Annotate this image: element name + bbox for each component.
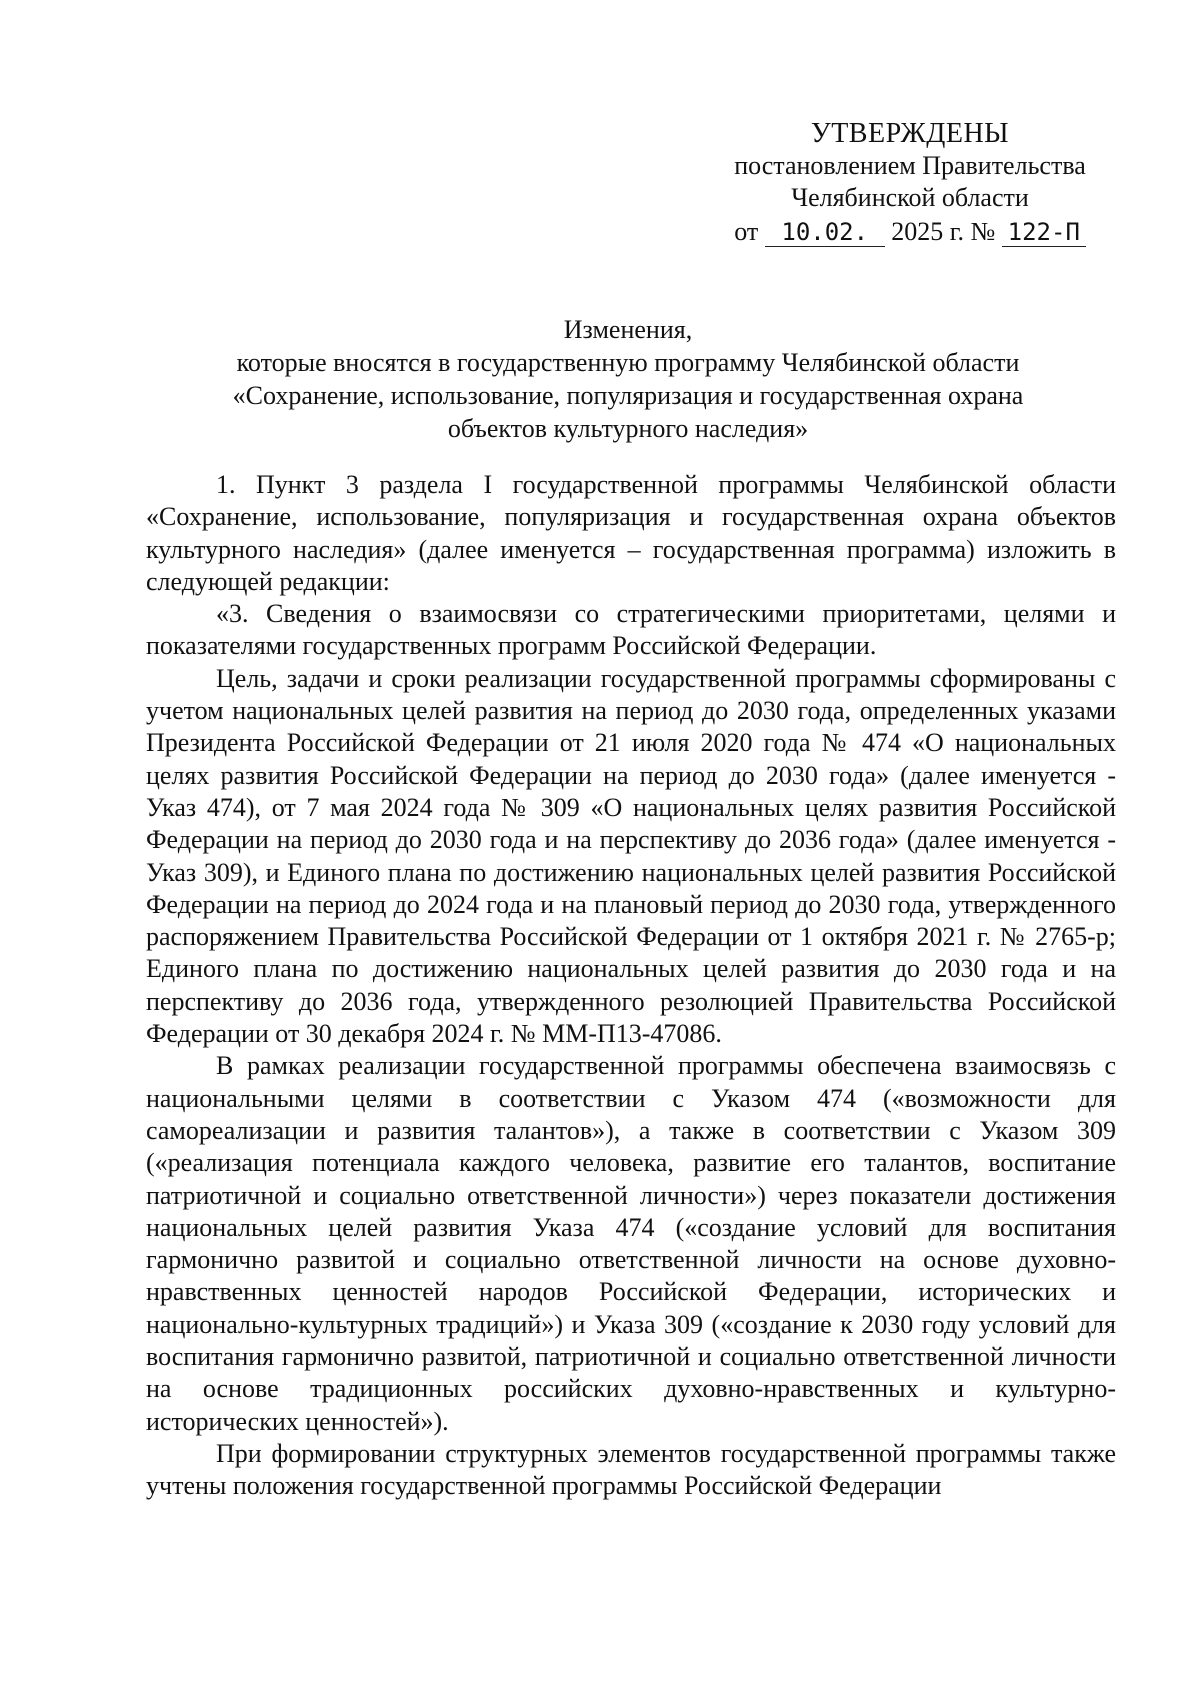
paragraph-3: Цель, задачи и сроки реализации государственной программы сформированы с учетом национальных целей развития на период до 2030 года, определенных указами Президента Российской Федерации от 21 июля 2020 года № 474 «О национальных целях развития Российской Федерации на период до 2030 года» (далее именуется - Указ 474), от 7 мая 2024 года № 309 «О национальных целях развития Российской Федерации на период до 2030 года и на перспективу до 2036 года» (далее именуется - Указ 309), и Единого плана по достижению национальных целей развития Российской Федерации на период до 2024 года и на плановый период до 2030 года, утвержденного распоряжением Правительства Российской Федерации от 1 октября 2021 г. № 2765-р; Единого плана по достижению национальных целей развития до 2030 года и на перспективу до 2036 года, утвержденного резолюцией Правительства Российской Федерации от 30 декабря 2024 г. № ММ-П13-47086. [146, 663, 1116, 1049]
paragraph-2: «3. Сведения о взаимосвязи со стратегическими приоритетами, целями и показателями государственных программ Российской Федерации. [146, 599, 1116, 661]
document-title [140, 313, 1116, 445]
approval-heading: УТВЕРЖДЕНЫ [810, 118, 1010, 149]
date-value: 10.02. [765, 218, 885, 247]
approval-date-line [720, 216, 1100, 248]
title-line-3: «Сохранение, использование, популяризация и государственная охрана [232, 381, 1024, 410]
paragraph-4: В рамках реализации государственной программы обеспечена взаимосвязь с национальными целями в соответствии с Указом 474 («возможности для самореализации и развития талантов»), а также в соответствии с Указом 309 («реализация потенциала каждого человека, развитие его талантов, воспитание патриотичной и социально ответственной личности») через показатели достижения национальных целей развития Указа 474 («создание условий для воспитания гармонично развитой и социально ответственной личности на основе духовно-нравственных ценностей народов Российской Федерации, исторических и национально-культурных традиций») и Указа 309 («создание к 2030 году условий для воспитания гармонично развитой, патриотичной и социально ответственной личности на основе традиционных российских духовно-нравственных и культурно-исторических ценностей»). [146, 1051, 1116, 1436]
date-prefix: от [734, 217, 759, 246]
resolution-number: 122-П [1002, 218, 1086, 247]
title-line-2: которые вносятся в государственную программу Челябинской области [236, 348, 1020, 377]
approval-line-2: Челябинской области [791, 183, 1029, 212]
approval-stamp [720, 118, 1100, 248]
title-line-1: Изменения, [563, 315, 693, 344]
paragraph-1: 1. Пункт 3 раздела I государственной программы Челябинской области «Сохранение, использование, популяризация и государственная охрана объектов культурного наследия» (далее именуется – государственная программа) изложить в следующей редакции: [146, 470, 1116, 596]
approval-line-1: постановлением Правительства [734, 151, 1086, 180]
title-line-4: объектов культурного наследия» [447, 414, 809, 443]
year-text: 2025 г. № [891, 217, 996, 246]
paragraph-5: При формировании структурных элементов государственной программы также учтены положения государственной программы Российской Федерации [146, 1438, 1116, 1501]
document-body [146, 469, 1116, 1503]
